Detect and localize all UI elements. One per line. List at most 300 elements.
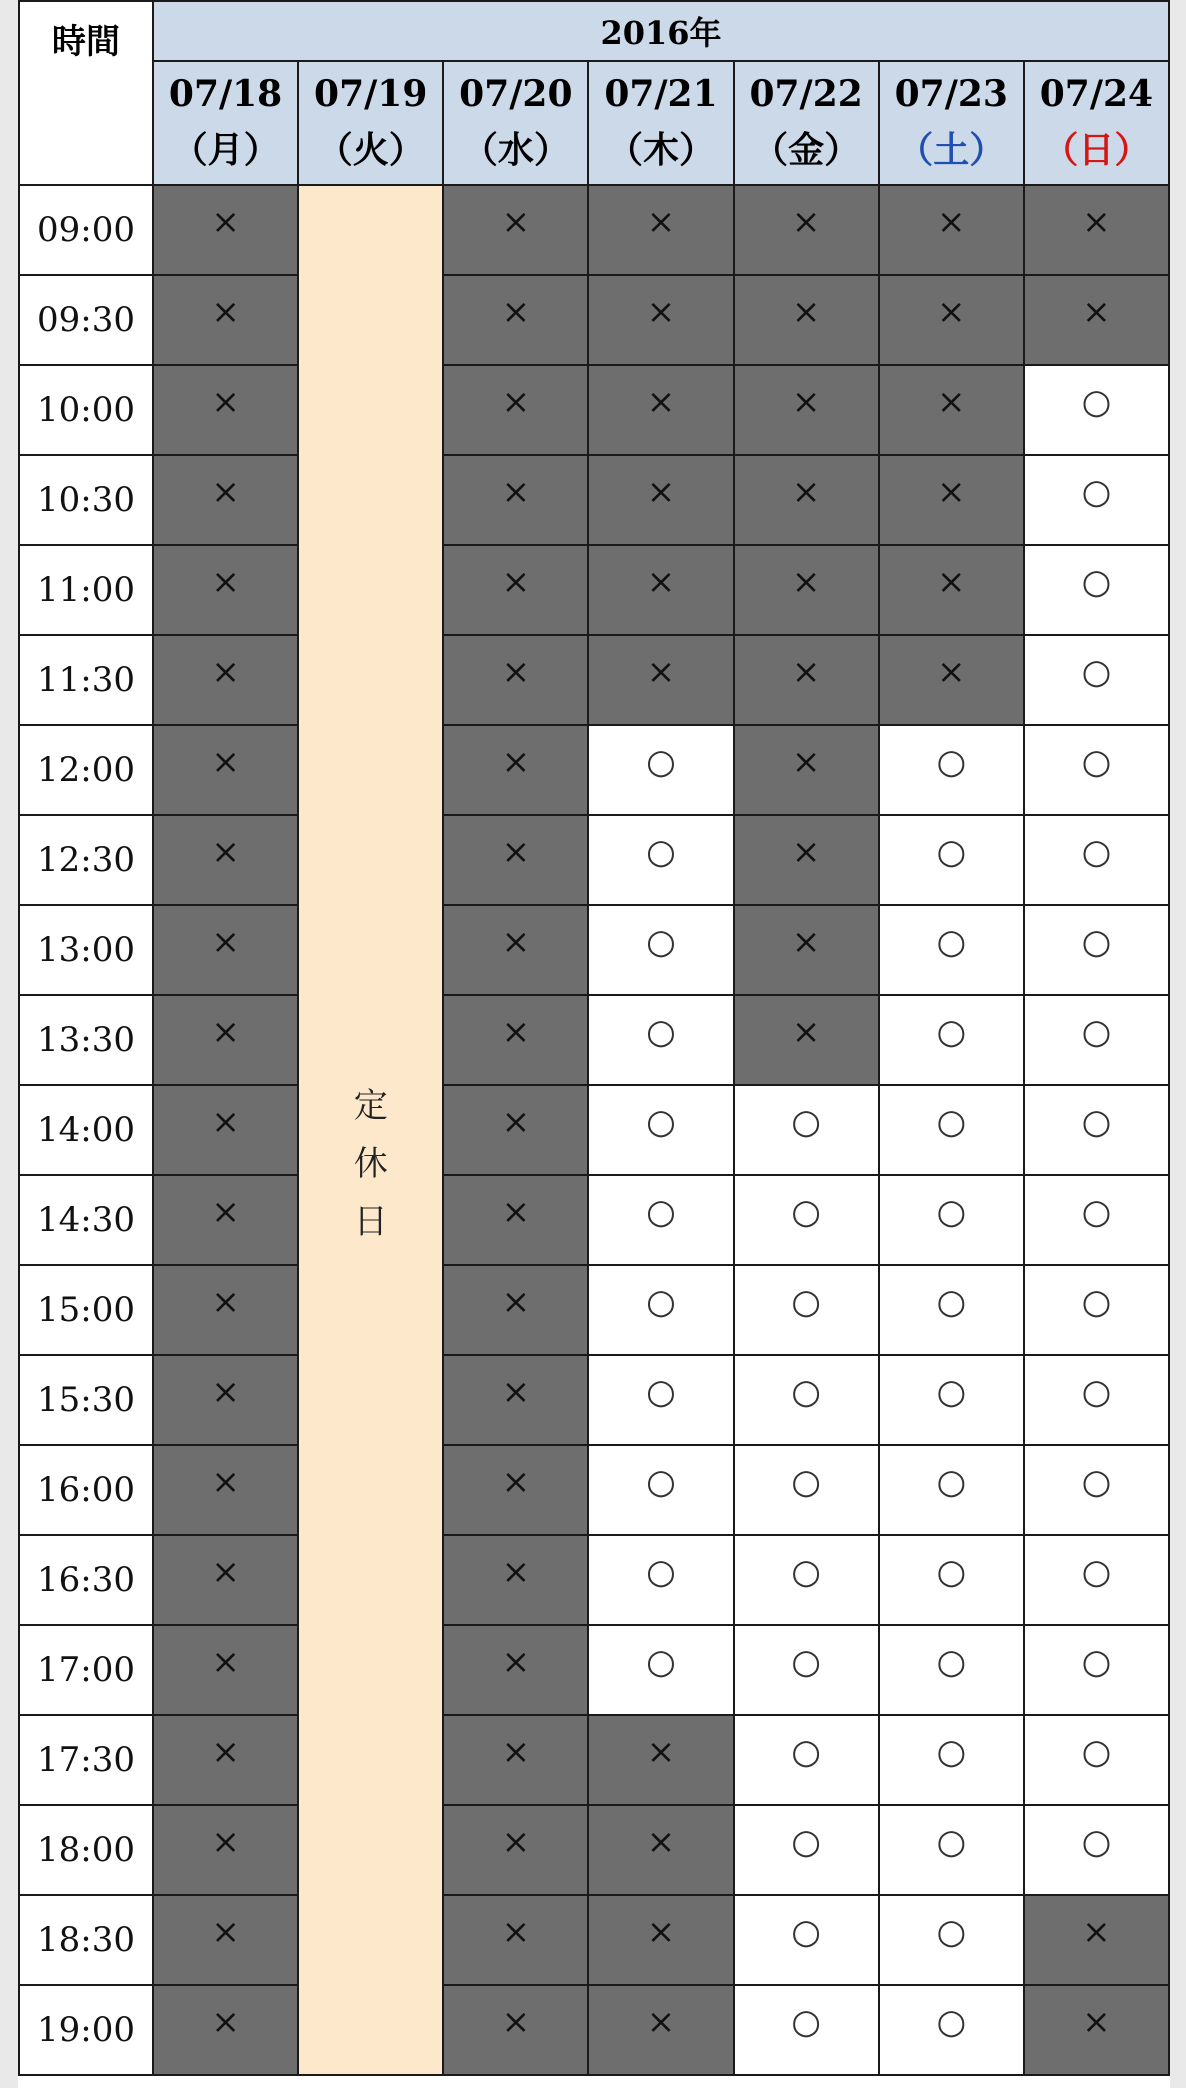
slot-unavailable: [443, 1625, 588, 1715]
slot-available[interactable]: [879, 1895, 1024, 1985]
table-row: [19, 1805, 1169, 1895]
slot-unavailable: [443, 815, 588, 905]
slot-available[interactable]: [879, 1535, 1024, 1625]
table-row: [19, 1175, 1169, 1265]
slot-unavailable: [443, 1535, 588, 1625]
day-date: 07/20: [459, 73, 573, 116]
slot-available[interactable]: [879, 905, 1024, 995]
available-mark: ○: [1081, 562, 1112, 602]
available-mark: ○: [791, 1192, 821, 1232]
time-slot-label: 17:00: [19, 1625, 153, 1715]
unavailable-mark: ×: [646, 652, 676, 692]
available-mark: ○: [646, 1552, 676, 1592]
available-mark: ○: [1081, 1552, 1112, 1592]
slot-unavailable: [153, 1175, 298, 1265]
available-mark: ○: [1081, 382, 1112, 422]
available-mark: ○: [1081, 1102, 1112, 1142]
unavailable-mark: ×: [937, 652, 966, 692]
slot-unavailable: [879, 455, 1024, 545]
available-mark: ○: [1081, 1822, 1112, 1862]
available-mark: ○: [646, 832, 676, 872]
available-mark: ○: [791, 1282, 821, 1322]
unavailable-mark: ×: [791, 382, 821, 422]
slot-available[interactable]: [734, 1535, 879, 1625]
available-mark: ○: [936, 1372, 967, 1412]
unavailable-mark: ×: [501, 652, 531, 692]
unavailable-mark: ×: [501, 202, 531, 242]
slot-unavailable: [734, 995, 879, 1085]
slot-unavailable: [153, 545, 298, 635]
unavailable-mark: ×: [937, 382, 966, 422]
day-header-07-20: [443, 61, 588, 185]
available-mark: ○: [646, 1462, 676, 1502]
available-mark: ○: [646, 1102, 676, 1142]
slot-available[interactable]: [588, 725, 733, 815]
slot-available[interactable]: [734, 1355, 879, 1445]
slot-unavailable: [734, 635, 879, 725]
slot-unavailable: [588, 545, 733, 635]
slot-available[interactable]: [588, 1445, 733, 1535]
available-mark: ○: [1081, 922, 1112, 962]
unavailable-mark: ×: [937, 292, 966, 332]
slot-unavailable: [153, 1715, 298, 1805]
slot-available[interactable]: [879, 1985, 1024, 2075]
slot-unavailable: [879, 545, 1024, 635]
slot-available[interactable]: [879, 1175, 1024, 1265]
slot-available[interactable]: [734, 1265, 879, 1355]
table-row: [19, 365, 1169, 455]
slot-unavailable: [588, 1715, 733, 1805]
day-of-week: （木）: [606, 129, 715, 171]
unavailable-mark: ×: [791, 652, 821, 692]
slot-available[interactable]: [879, 1085, 1024, 1175]
unavailable-mark: ×: [501, 562, 531, 602]
available-mark: ○: [791, 1822, 821, 1862]
slot-unavailable: [443, 455, 588, 545]
table-row: [19, 1535, 1169, 1625]
available-mark: ○: [791, 2002, 821, 2042]
slot-available[interactable]: [1024, 1445, 1169, 1535]
unavailable-mark: ×: [211, 2002, 240, 2042]
slot-available[interactable]: [879, 1445, 1024, 1535]
slot-unavailable: [153, 1535, 298, 1625]
available-mark: ○: [1081, 1282, 1112, 1322]
slot-available[interactable]: [879, 725, 1024, 815]
time-slot-label: 16:30: [19, 1535, 153, 1625]
unavailable-mark: ×: [501, 1192, 531, 1232]
time-slot-label: 17:30: [19, 1715, 153, 1805]
slot-unavailable: [443, 905, 588, 995]
unavailable-mark: ×: [211, 292, 240, 332]
slot-available[interactable]: [1024, 1715, 1169, 1805]
unavailable-mark: ×: [791, 202, 821, 242]
available-mark: ○: [936, 2002, 967, 2042]
slot-available[interactable]: [734, 1175, 879, 1265]
day-of-week: （土）: [897, 129, 1006, 171]
slot-unavailable: [443, 635, 588, 725]
slot-unavailable: [879, 185, 1024, 275]
unavailable-mark: ×: [791, 472, 821, 512]
unavailable-mark: ×: [211, 1642, 240, 1682]
unavailable-mark: ×: [501, 1372, 531, 1412]
available-mark: ○: [1081, 1732, 1112, 1772]
slot-available[interactable]: [588, 1265, 733, 1355]
available-mark: ○: [936, 1642, 967, 1682]
slot-unavailable: [153, 185, 298, 275]
unavailable-mark: ×: [791, 562, 821, 602]
available-mark: ○: [1081, 742, 1112, 782]
available-mark: ○: [936, 1462, 967, 1502]
time-column-header: 時間: [19, 1, 153, 185]
unavailable-mark: ×: [211, 1462, 240, 1502]
unavailable-mark: ×: [211, 1192, 240, 1232]
unavailable-mark: ×: [937, 562, 966, 602]
unavailable-mark: ×: [211, 1282, 240, 1322]
slot-unavailable: [1024, 1985, 1169, 2075]
unavailable-mark: ×: [646, 472, 676, 512]
time-slot-label: 13:00: [19, 905, 153, 995]
slot-available[interactable]: [588, 1355, 733, 1445]
available-mark: ○: [791, 1462, 821, 1502]
slot-available[interactable]: [1024, 1265, 1169, 1355]
slot-unavailable: [588, 365, 733, 455]
slot-unavailable: [443, 1445, 588, 1535]
unavailable-mark: ×: [1082, 202, 1111, 242]
unavailable-mark: ×: [501, 1912, 531, 1952]
table-row: [19, 905, 1169, 995]
unavailable-mark: ×: [211, 1732, 240, 1772]
available-mark: ○: [646, 1642, 676, 1682]
day-of-week: （月）: [171, 129, 280, 171]
slot-unavailable: [588, 275, 733, 365]
slot-available[interactable]: [1024, 815, 1169, 905]
unavailable-mark: ×: [501, 832, 531, 872]
slot-unavailable: [153, 1625, 298, 1715]
day-header-07-19: [298, 61, 443, 185]
available-mark: ○: [1081, 1642, 1112, 1682]
slot-available[interactable]: [588, 905, 733, 995]
unavailable-mark: ×: [791, 1012, 821, 1052]
unavailable-mark: ×: [501, 1552, 531, 1592]
time-slot-label: 15:00: [19, 1265, 153, 1355]
slot-unavailable: [443, 365, 588, 455]
slot-unavailable: [443, 185, 588, 275]
slot-unavailable: [588, 1805, 733, 1895]
slot-unavailable: [734, 815, 879, 905]
available-mark: ○: [936, 832, 967, 872]
slot-available[interactable]: [588, 995, 733, 1085]
closed-day-char: 休: [353, 1143, 388, 1184]
time-slot-label: 11:00: [19, 545, 153, 635]
slot-unavailable: [588, 635, 733, 725]
unavailable-mark: ×: [501, 292, 531, 332]
unavailable-mark: ×: [791, 292, 821, 332]
slot-unavailable: [153, 1355, 298, 1445]
day-date: 07/19: [314, 73, 428, 116]
slot-unavailable: [153, 275, 298, 365]
day-header-07-21: [588, 61, 733, 185]
unavailable-mark: ×: [211, 1822, 240, 1862]
slot-available[interactable]: [879, 1355, 1024, 1445]
time-slot-label: 09:30: [19, 275, 153, 365]
day-date: 07/23: [894, 73, 1008, 116]
slot-available[interactable]: [734, 1715, 879, 1805]
table-row: [19, 275, 1169, 365]
unavailable-mark: ×: [1082, 1912, 1111, 1952]
year-header: 2016年: [153, 1, 1169, 61]
day-date: 07/21: [604, 73, 718, 116]
slot-available[interactable]: [879, 1805, 1024, 1895]
slot-unavailable: [443, 1175, 588, 1265]
unavailable-mark: ×: [501, 472, 531, 512]
unavailable-mark: ×: [937, 202, 966, 242]
slot-available[interactable]: [1024, 1085, 1169, 1175]
slot-available[interactable]: [734, 1805, 879, 1895]
table-row: [19, 1895, 1169, 1985]
unavailable-mark: ×: [937, 472, 966, 512]
time-slot-label: 14:30: [19, 1175, 153, 1265]
time-slot-label: 19:00: [19, 1985, 153, 2075]
slot-available[interactable]: [588, 1175, 733, 1265]
table-row: [19, 635, 1169, 725]
table-row: [19, 545, 1169, 635]
slot-available[interactable]: [1024, 365, 1169, 455]
slot-unavailable: [879, 365, 1024, 455]
slot-unavailable: [443, 1085, 588, 1175]
unavailable-mark: ×: [646, 1912, 676, 1952]
slot-unavailable: [443, 1985, 588, 2075]
day-of-week: （日）: [1042, 129, 1151, 171]
available-mark: ○: [936, 1012, 967, 1052]
slot-available[interactable]: [734, 1445, 879, 1535]
closed-day-cell: [298, 185, 443, 2075]
slot-unavailable: [443, 275, 588, 365]
slot-available[interactable]: [879, 995, 1024, 1085]
day-of-week: （水）: [461, 129, 570, 171]
unavailable-mark: ×: [501, 1012, 531, 1052]
slot-unavailable: [734, 365, 879, 455]
slot-unavailable: [734, 185, 879, 275]
slot-unavailable: [153, 1805, 298, 1895]
slot-available[interactable]: [879, 1625, 1024, 1715]
slot-available[interactable]: [1024, 1625, 1169, 1715]
unavailable-mark: ×: [501, 922, 531, 962]
available-mark: ○: [1081, 472, 1112, 512]
day-of-week: （火）: [316, 129, 425, 171]
day-date: 07/24: [1039, 73, 1154, 116]
unavailable-mark: ×: [501, 1282, 531, 1322]
closed-day-char: 日: [353, 1201, 388, 1242]
slot-unavailable: [588, 185, 733, 275]
unavailable-mark: ×: [501, 1102, 531, 1142]
unavailable-mark: ×: [211, 202, 240, 242]
available-mark: ○: [936, 1102, 967, 1142]
slot-available[interactable]: [1024, 1175, 1169, 1265]
table-row: [19, 995, 1169, 1085]
available-mark: ○: [936, 1912, 967, 1952]
available-mark: ○: [791, 1102, 821, 1142]
slot-unavailable: [1024, 185, 1169, 275]
slot-unavailable: [153, 995, 298, 1085]
available-mark: ○: [791, 1372, 821, 1412]
available-mark: ○: [936, 1732, 967, 1772]
time-slot-label: 09:00: [19, 185, 153, 275]
table-row: [19, 1355, 1169, 1445]
available-mark: ○: [646, 1372, 676, 1412]
unavailable-mark: ×: [211, 1012, 240, 1052]
slot-unavailable: [443, 545, 588, 635]
slot-unavailable: [588, 455, 733, 545]
available-mark: ○: [936, 1552, 967, 1592]
unavailable-mark: ×: [211, 472, 240, 512]
time-slot-label: 10:30: [19, 455, 153, 545]
table-row: [19, 1985, 1169, 2075]
slot-available[interactable]: [1024, 455, 1169, 545]
slot-available[interactable]: [588, 1535, 733, 1625]
slot-available[interactable]: [588, 1085, 733, 1175]
slot-unavailable: [153, 365, 298, 455]
slot-available[interactable]: [1024, 635, 1169, 725]
closed-day-label: [354, 1078, 388, 1251]
time-slot-label: 10:00: [19, 365, 153, 455]
slot-unavailable: [153, 1895, 298, 1985]
slot-unavailable: [443, 995, 588, 1085]
available-mark: ○: [1081, 1372, 1112, 1412]
closed-day-char: 定: [353, 1086, 388, 1126]
unavailable-mark: ×: [1082, 2002, 1111, 2042]
slot-unavailable: [443, 1895, 588, 1985]
available-mark: ○: [791, 1912, 821, 1952]
time-slot-label: 18:30: [19, 1895, 153, 1985]
slot-available[interactable]: [879, 1265, 1024, 1355]
unavailable-mark: ×: [501, 742, 531, 782]
slot-available[interactable]: [588, 1625, 733, 1715]
slot-available[interactable]: [734, 1985, 879, 2075]
available-mark: ○: [936, 922, 967, 962]
unavailable-mark: ×: [646, 202, 676, 242]
slot-available[interactable]: [1024, 995, 1169, 1085]
unavailable-mark: ×: [501, 1462, 531, 1502]
slot-unavailable: [153, 1085, 298, 1175]
slot-available[interactable]: [588, 815, 733, 905]
unavailable-mark: ×: [1082, 292, 1111, 332]
slot-unavailable: [443, 725, 588, 815]
table-row: [19, 1085, 1169, 1175]
day-date: 07/18: [168, 73, 283, 116]
time-slot-label: 18:00: [19, 1805, 153, 1895]
time-slot-label: 11:30: [19, 635, 153, 725]
slot-available[interactable]: [1024, 1535, 1169, 1625]
slot-unavailable: [153, 815, 298, 905]
unavailable-mark: ×: [646, 1732, 676, 1772]
slot-unavailable: [443, 1715, 588, 1805]
slot-unavailable: [153, 905, 298, 995]
slot-unavailable: [734, 725, 879, 815]
unavailable-mark: ×: [646, 1822, 676, 1862]
day-header-07-23: [879, 61, 1024, 185]
time-slot-label: 16:00: [19, 1445, 153, 1535]
unavailable-mark: ×: [211, 382, 240, 422]
slot-unavailable: [153, 635, 298, 725]
available-mark: ○: [1081, 652, 1112, 692]
slot-available[interactable]: [1024, 1805, 1169, 1895]
available-mark: ○: [791, 1552, 821, 1592]
slot-unavailable: [153, 1445, 298, 1535]
available-mark: ○: [646, 1012, 676, 1052]
slot-available[interactable]: [1024, 1355, 1169, 1445]
slot-unavailable: [1024, 1895, 1169, 1985]
table-row: [19, 185, 1169, 275]
unavailable-mark: ×: [211, 1912, 240, 1952]
slot-unavailable: [734, 905, 879, 995]
time-slot-label: 12:30: [19, 815, 153, 905]
slot-unavailable: [153, 1985, 298, 2075]
available-mark: ○: [936, 1192, 967, 1232]
slot-available[interactable]: [734, 1085, 879, 1175]
unavailable-mark: ×: [791, 922, 821, 962]
slot-available[interactable]: [879, 1715, 1024, 1805]
table-row: [19, 1265, 1169, 1355]
unavailable-mark: ×: [791, 832, 821, 872]
available-mark: ○: [936, 1822, 967, 1862]
table-row: [19, 1715, 1169, 1805]
slot-unavailable: [153, 725, 298, 815]
unavailable-mark: ×: [211, 652, 240, 692]
day-of-week: （金）: [752, 129, 861, 171]
unavailable-mark: ×: [211, 742, 240, 782]
unavailable-mark: ×: [211, 832, 240, 872]
slot-unavailable: [588, 1985, 733, 2075]
schedule-frame: [18, 0, 1170, 2088]
slot-available[interactable]: [1024, 545, 1169, 635]
time-slot-label: 13:30: [19, 995, 153, 1085]
unavailable-mark: ×: [501, 1822, 531, 1862]
slot-unavailable: [443, 1265, 588, 1355]
slot-unavailable: [153, 1265, 298, 1355]
available-mark: ○: [646, 1282, 676, 1322]
slot-available[interactable]: [1024, 905, 1169, 995]
slot-unavailable: [734, 545, 879, 635]
available-mark: ○: [1081, 1462, 1112, 1502]
day-header-07-24: [1024, 61, 1169, 185]
unavailable-mark: ×: [646, 2002, 676, 2042]
slot-available[interactable]: [1024, 725, 1169, 815]
slot-unavailable: [443, 1805, 588, 1895]
unavailable-mark: ×: [646, 292, 676, 332]
unavailable-mark: ×: [791, 742, 821, 782]
slot-unavailable: [734, 455, 879, 545]
table-row: [19, 1445, 1169, 1535]
slot-unavailable: [153, 455, 298, 545]
available-mark: ○: [1081, 832, 1112, 872]
slot-available[interactable]: [734, 1625, 879, 1715]
slot-unavailable: [443, 1355, 588, 1445]
time-slot-label: 14:00: [19, 1085, 153, 1175]
available-mark: ○: [646, 1192, 676, 1232]
slot-unavailable: [588, 1895, 733, 1985]
unavailable-mark: ×: [646, 382, 676, 422]
unavailable-mark: ×: [211, 922, 240, 962]
slot-unavailable: [879, 635, 1024, 725]
slot-available[interactable]: [879, 815, 1024, 905]
day-header-07-18: [153, 61, 298, 185]
table-row: [19, 455, 1169, 545]
day-header-07-22: [734, 61, 879, 185]
table-row: [19, 1625, 1169, 1715]
unavailable-mark: ×: [211, 1552, 240, 1592]
time-slot-label: 12:00: [19, 725, 153, 815]
slot-available[interactable]: [734, 1895, 879, 1985]
